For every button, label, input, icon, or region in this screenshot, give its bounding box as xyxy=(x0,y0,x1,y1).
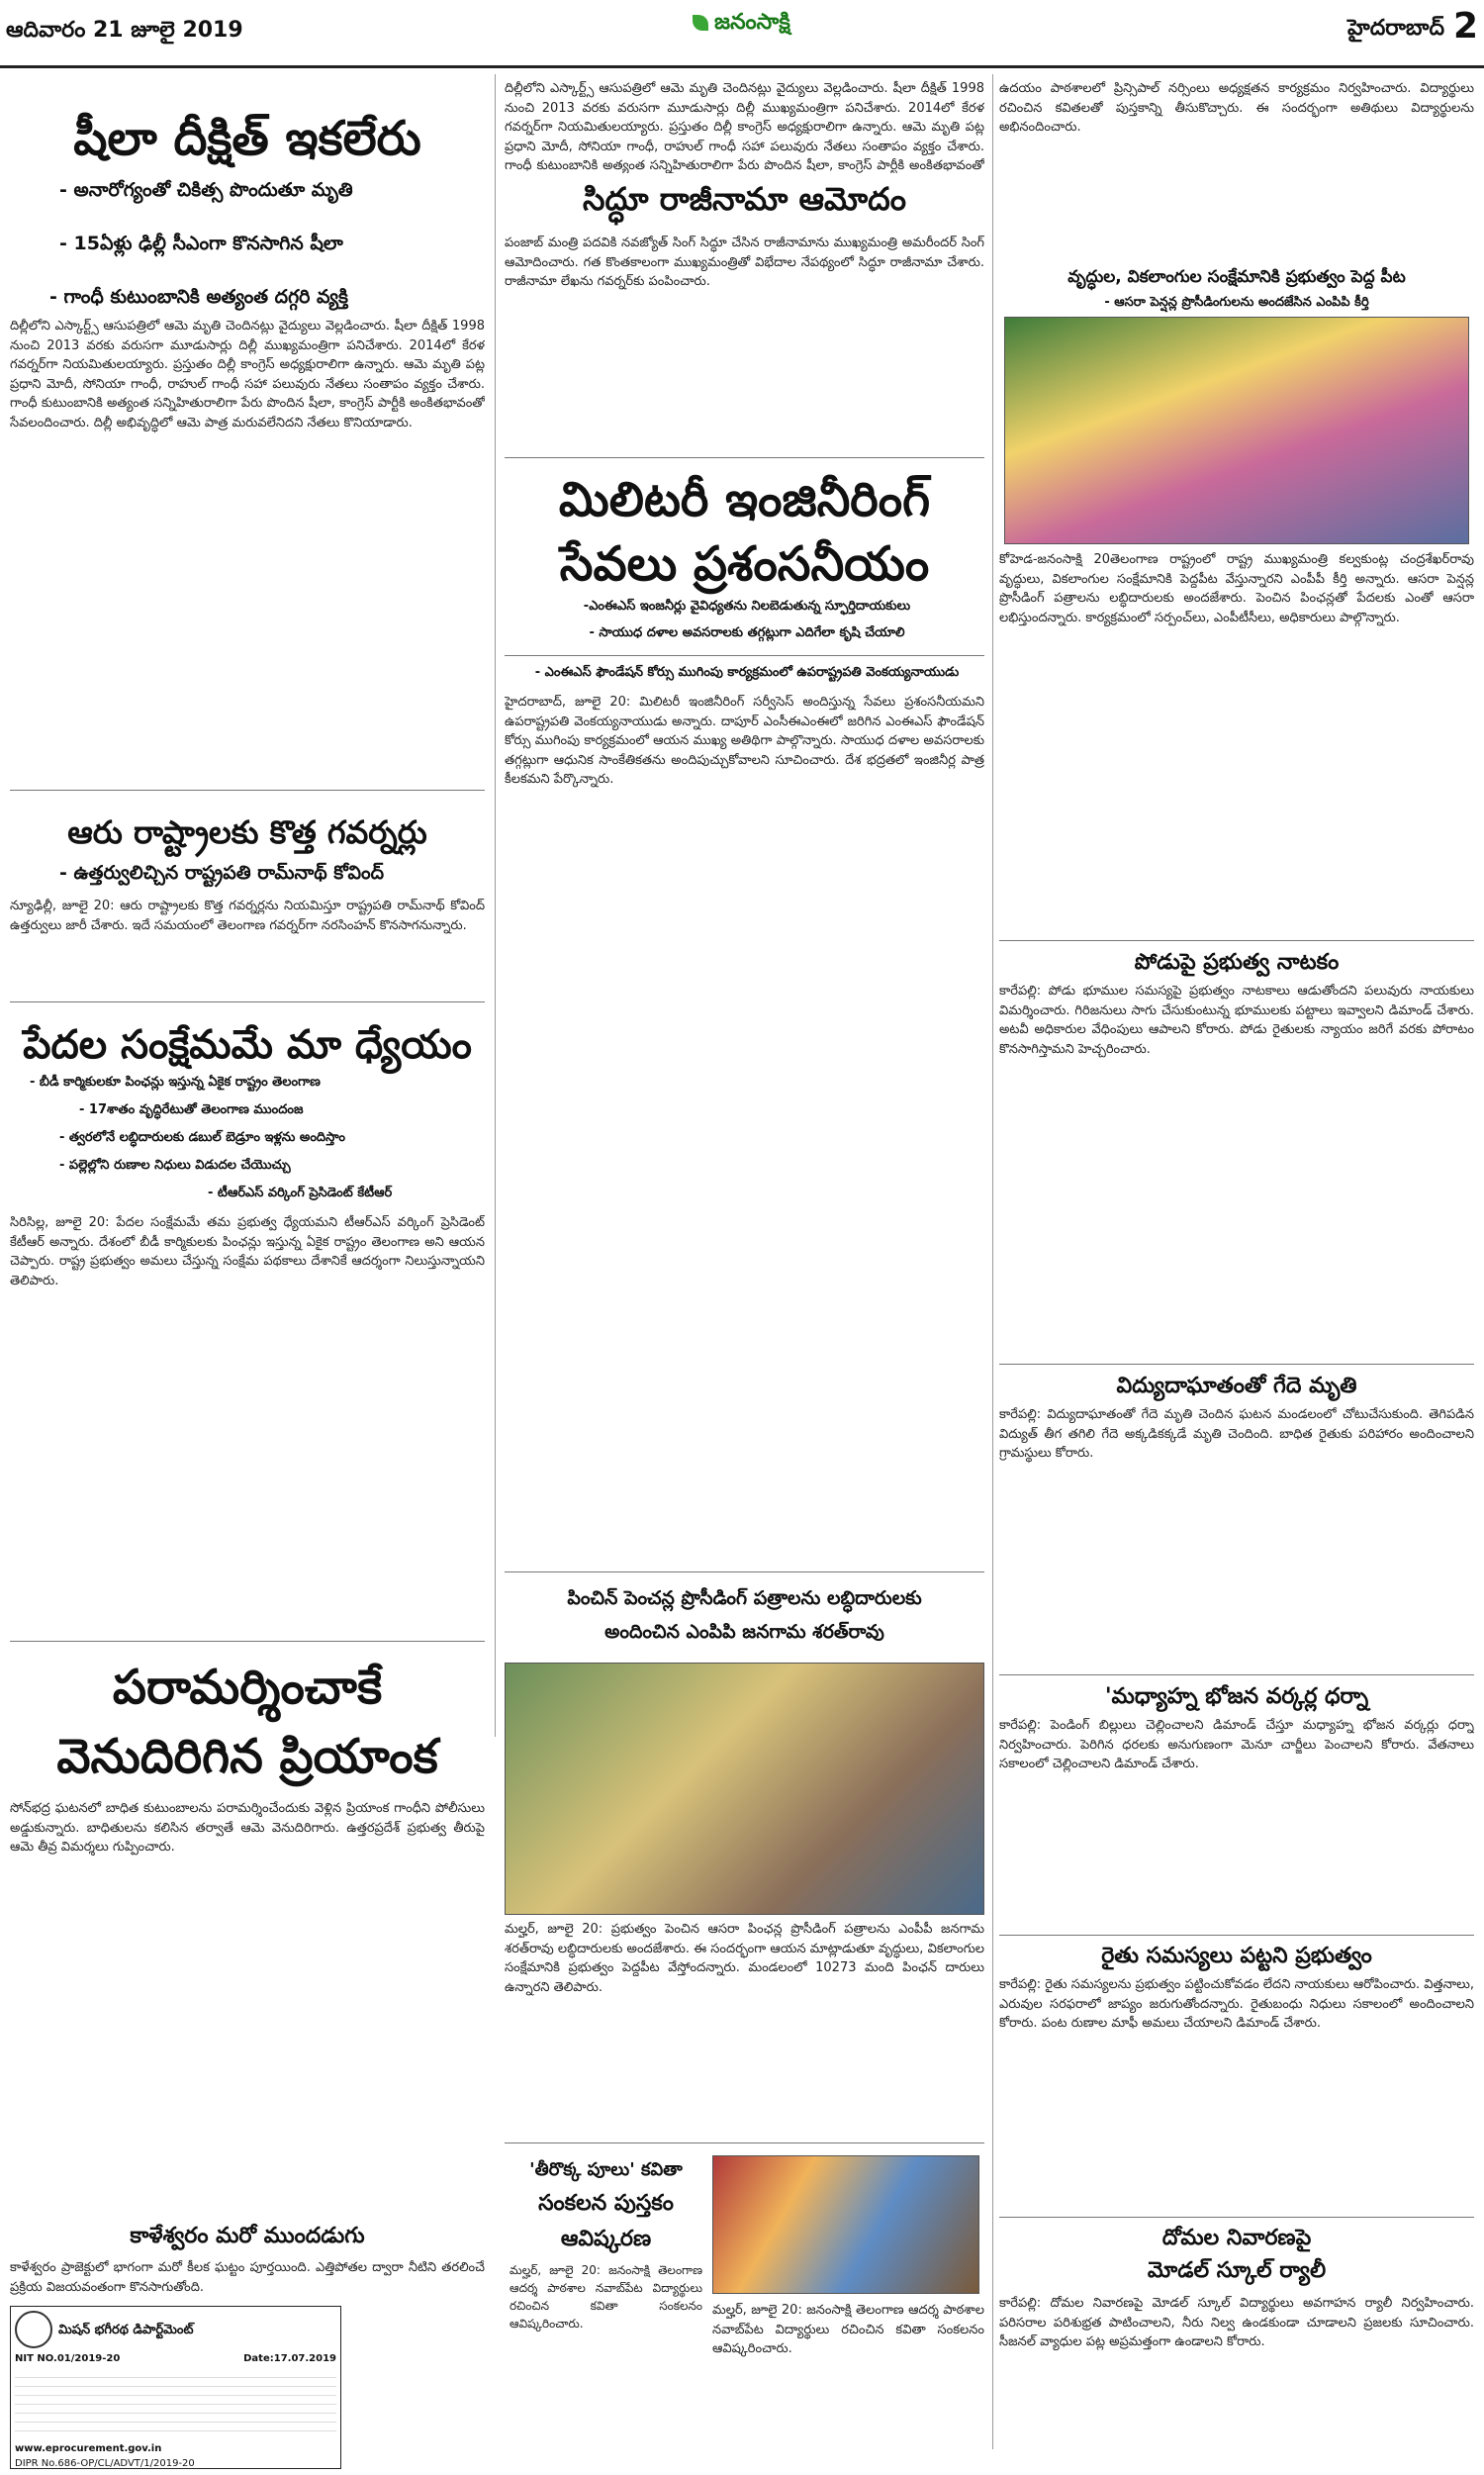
elder-headline: వృద్ధుల, వికలాంగుల సంక్షేమానికి ప్రభుత్వం పెద్ద పీట xyxy=(1067,267,1406,287)
section-rule xyxy=(999,1364,1474,1365)
section-rule xyxy=(505,457,984,458)
tender-ad xyxy=(10,2306,341,2469)
ad-dept: మిషన్‌ భగీరథ డిపార్ట్‌మెంట్‌ xyxy=(58,2322,194,2337)
ad-header xyxy=(15,2311,336,2348)
sheila-continued: దిల్లీలోని ఎస్కార్ట్స్‌ ఆసుపత్రిలో ఆమె మృతి చెందినట్లు వైద్యులు వెల్లడించారు. షీలా దీక్షిత్‌ 1998 నుంచి 2013 వరకు వరుసగా మూడుసార్లు దిల్లీ ముఖ్యమంత్రిగా పనిచేశారు. 2014లో కేరళ గవర్నర్‌గా నియమితులయ్యారు. ప్రస్తుతం దిల్లీ కాంగ్రెస్‌ అధ్యక్షురాలిగా ఉన్నారు. ఆమె మృతి పట్ల ప్రధాని మోదీ, సోనియా గాంధీ, రాహుల్‌ గాంధీ సహా పలువురు నేతలు సంతాపం వ్యక్తం చేశారు. గాంధీ కుటుంబానికి అత్యంత సన్నిహితురాలిగా పేరు పొందిన షీలా, కాంగ్రెస్‌ పార్టీకి అంకితభావంతో xyxy=(505,81,984,173)
paper-name: జనంసాక్షి xyxy=(714,10,790,35)
governors-body: న్యూఢిల్లీ, జూలై 20: ఆరు రాష్ట్రాలకు కొత్త గవర్నర్లను నియమిస్తూ రాష్ట్రపతి రామ్‌నాథ్‌ కోవింద్‌ ఉత్తర్వులు జారీ చేశారు. ఇదే సమయంలో తెలంగాణ గవర్నర్‌గా నరసింహన్‌ కొనసాగనున్నారు. xyxy=(10,899,485,933)
pension-headline1: పించిన్‌ పెంచన్ల ప్రొసీడింగ్‌ పత్రాలను లబ్ధిదారులకు xyxy=(567,1587,922,1609)
sheila-headline: షీలా దీక్షిత్‌ ఇకలేరు xyxy=(73,111,421,166)
section-rule xyxy=(505,655,984,656)
mosquito-body: కారేపల్లి: దోమల నివారణపై మోడల్‌ స్కూల్‌ విద్యార్థులు అవగాహన ర్యాలీ నిర్వహించారు. పరిసరాల పరిశుభ్రత పాటించాలని, నీరు నిల్వ ఉండకుండా చూడాలని ప్రజలకు సూచించారు. సీజనల్‌ వ్యాధుల పట్ల అప్రమత్తంగా ఉండాలని కోరారు. xyxy=(999,2296,1474,2349)
governors-headline: ఆరు రాష్ట్రాలకు కొత్త గవర్నర్లు xyxy=(67,813,427,851)
military-body: హైదరాబాద్‌, జూలై 20: మిలిటరీ ఇంజినీరింగ్‌ సర్వీసెస్‌ అందిస్తున్న సేవలు ప్రశంసనీయమని ఉపరాష్ట్రపతి వెంకయ్యనాయుడు అన్నారు. దాపూర్‌ ఎంసీఈఎంఈలో జరిగిన ఎంఈఎస్‌ ఫౌండేషన్‌ కోర్సు ముగింపు కార్యక్రమంలో ఆయన ముఖ్య అతిథిగా పాల్గొన్నారు. సాయుధ దళాల అవసరాలకు తగ్గట్లుగా ఆధునిక సాంకేతికతను అందిపుచ్చుకోవాలని సూచించారు. దేశ భద్రతలో ఇంజినీర్ల పాత్ర కీలకమని పేర్కొన్నారు. xyxy=(505,695,984,787)
sheila-sub1: - అనారోగ్యంతో చికిత్స పొందుతూ మృతి xyxy=(59,179,353,201)
section-rule xyxy=(999,1674,1474,1675)
page-number: 2 xyxy=(1452,6,1478,47)
sheila-body: దిల్లీలోని ఎస్కార్ట్స్‌ ఆసుపత్రిలో ఆమె మృతి చెందినట్లు వైద్యులు వెల్లడించారు. షీలా దీక్షిత్‌ 1998 నుంచి 2013 వరకు వరుసగా మూడుసార్లు దిల్లీ ముఖ్యమంత్రిగా పనిచేశారు. 2014లో కేరళ గవర్నర్‌గా నియమితులయ్యారు. ప్రస్తుతం దిల్లీ కాంగ్రెస్‌ అధ్యక్షురాలిగా ఉన్నారు. ఆమె మృతి పట్ల ప్రధాని మోదీ, సోనియా గాంధీ, రాహుల్‌ గాంధీ సహా పలువురు నేతలు సంతాపం వ్యక్తం చేశారు. గాంధీ కుటుంబానికి అత్యంత సన్నిహితురాలిగా పేరు పొందిన షీలా, కాంగ్రెస్‌ పార్టీకి అంకితభావంతో సేవలందించారు. దిల్లీ అభివృద్ధిలో ఆమె పాత్ర మరువలేనిదని నేతలు కొనియాడారు. xyxy=(10,319,485,430)
ad-fine-print xyxy=(15,2369,336,2438)
priyanka-headline1: పరామర్శించాకే xyxy=(112,1660,383,1715)
section-rule xyxy=(10,1001,485,1002)
governors-sub: - ఉత్తర్వులిచ్చిన రాష్ట్రపతి రామ్‌నాథ్‌ కోవింద్‌ xyxy=(59,862,385,884)
section-rule xyxy=(505,2142,984,2143)
farm-body: కారేపల్లి: రైతు సమస్యలను ప్రభుత్వం పట్టించుకోవడం లేదని నాయకులు ఆరోపించారు. విత్తనాలు, ఎరువుల సరఫరాలో జాప్యం జరుగుతోందన్నారు. రైతుబంధు నిధులు సకాలంలో అందించాలని కోరారు. పంట రుణాల మాఫీ అమలు చేయాలని డిమాండ్‌ చేశారు. xyxy=(999,1977,1474,2031)
poetry-headline3: ఆవిష్కరణ xyxy=(560,2227,652,2251)
welfare-sub1: - బీడీ కార్మికులకూ పింఛన్లు ఇస్తున్న ఏకైక రాష్ట్రం తెలంగాణ xyxy=(30,1075,321,1090)
welfare-body: సిరిసిల్ల, జూలై 20: పేదల సంక్షేమమే తమ ప్రభుత్వ ధ్యేయమని టీఆర్‌ఎస్‌ వర్కింగ్‌ ప్రెసిడెంట్‌ కేటీఆర్‌ అన్నారు. దేశంలో బీడీ కార్మికులకు పింఛన్లు ఇస్తున్న ఏకైక రాష్ట్రం తెలంగాణ అని ఆయన చెప్పారు. రాష్ట్ర ప్రభుత్వం అమలు చేస్తున్న సంక్షేమ పథకాలు దేశానికే ఆదర్శంగా నిలుస్తున్నాయని తెలిపారు. xyxy=(10,1215,485,1288)
section-rule xyxy=(999,1935,1474,1936)
section-rule xyxy=(10,1641,485,1642)
sheila-sub2: - 15ఏళ్లు ఢిల్లీ సీఎంగా కొనసాగిన షీలా xyxy=(59,233,343,254)
military-sub2: - సాయుధ దళాల అవసరాలకు తగ్గట్లుగా ఎదిగేలా కృషి చేయాలి xyxy=(589,625,905,640)
podu-headline: పోడుపై ప్రభుత్వ నాటకం xyxy=(1134,950,1340,975)
farm-headline: రైతు సమస్యలు పట్టని ప్రభుత్వం xyxy=(1101,1944,1372,1968)
welfare-sub2: - 17శాతం వృద్ధిరేటుతో తెలంగాణ ముందంజ xyxy=(79,1102,304,1117)
emblem-icon xyxy=(15,2311,52,2348)
edition-city: హైదరాబాద్ xyxy=(1347,16,1444,41)
poetry-body: మల్హర్‌, జూలై 20: జనంసాక్షి తెలంగాణ ఆదర్శ పాఠశాల నవాబ్‌పేట విద్యార్థులు రచించిన కవితా సంకలనం ఆవిష్కరించారు. xyxy=(510,2263,702,2331)
leaf-icon xyxy=(693,15,708,31)
pension-photo xyxy=(505,1663,984,1915)
siddu-headline: సిద్ధూ రాజీనామా ఆమోదం xyxy=(583,180,906,218)
column-divider xyxy=(495,74,496,1737)
poetry-headline1: 'తీరొక్క పూలు' కవితా xyxy=(529,2159,683,2180)
section-rule xyxy=(10,790,485,791)
elder-photo xyxy=(1004,317,1469,544)
paper-logo xyxy=(693,10,790,40)
ad-website: www.eprocurement.gov.in xyxy=(15,2443,162,2454)
poetry-photo xyxy=(712,2155,979,2294)
ad-dipr: DIPR No.686-OP/CL/ADVT/1/2019-20 xyxy=(15,2458,195,2469)
section-rule xyxy=(505,1571,984,1572)
mosquito-headline1: దోమల నివారణపై xyxy=(1161,2226,1312,2250)
welfare-headline: పేదల సంక్షేమమే మా ధ్యేయం xyxy=(23,1022,472,1068)
section-rule xyxy=(999,2217,1474,2218)
pension-body: మల్హర్‌, జూలై 20: ప్రభుత్వం పెంచిన ఆసరా పింఛన్ల ప్రొసీడింగ్‌ పత్రాలను ఎంపీపీ జనగామ శరత్‌రావు లబ్ధిదారులకు అందజేశారు. ఈ సందర్భంగా ఆయన మాట్లాడుతూ వృద్ధులు, వికలాంగుల సంక్షేమానికి ప్రభుత్వం పెద్దపీట వేస్తోందన్నారు. మండలంలో 10273 మంది పింఛన్‌ దారులు ఉన్నారని తెలిపారు. xyxy=(505,1922,984,1995)
pension-headline2: అందించిన ఎంపిపి జనగామ శరత్‌రావు xyxy=(604,1621,884,1643)
ad-date: Date:17.07.2019 xyxy=(243,2353,336,2364)
military-sub3: - ఎంఈఎస్‌ ఫౌండేషన్‌ కోర్సు ముగింపు కార్యక్రమంలో ఉపరాష్ట్రపతి వెంకయ్యనాయుడు xyxy=(534,665,960,680)
issue-date: ఆదివారం 21 జూలై 2019 xyxy=(6,18,243,43)
siddu-body: పంజాబ్‌ మంత్రి పదవికి నవజ్యోత్‌ సింగ్‌ సిద్ధూ చేసిన రాజీనామాను ముఖ్యమంత్రి అమరీందర్‌ సింగ్‌ ఆమోదించారు. గత కొంతకాలంగా ముఖ్యమంత్రితో విభేదాల నేపథ్యంలో సిద్ధూ రాజీనామా చేశారు. రాజీనామా లేఖను గవర్నర్‌కు పంపించారు. xyxy=(505,236,984,289)
priyanka-body: సోన్‌భద్ర ఘటనలో బాధిత కుటుంబాలను పరామర్శించేందుకు వెళ్లిన ప్రియాంక గాంధీని పోలీసులు అడ్డుకున్నారు. బాధితులను కలిసిన తర్వాతే ఆమె వెనుదిరిగారు. ఉత్తరప్రదేశ్‌ ప్రభుత్వ తీరుపై ఆమె తీవ్ర విమర్శలు గుప్పించారు. xyxy=(10,1801,485,1855)
shock-headline: విద్యుదాఘాతంతో గేదె మృతి xyxy=(1116,1374,1357,1398)
ad-nit: NIT NO.01/2019-20 xyxy=(15,2353,121,2364)
elder-body: కోహెడ-జనంసాక్షి 20తెలంగాణ రాష్ట్రంలో రాష్ట్ర ముఖ్యమంత్రి కల్వకుంట్ల చంద్రశేఖర్‌రావు వృద్ధులు, వికలాంగుల సంక్షేమానికి పెద్దపీట వేస్తున్నారని ఎంపీపీ కీర్తి అన్నారు. ఆసరా పెన్షన్ల ప్రొసీడింగ్‌ పత్రాలను లబ్ధిదారులకు అందజేశారు. పెంచిన పింఛన్లతో పేదలకు ఎంతో ఆసరా లభిస్తుందన్నారు. కార్యక్రమంలో సర్పంచ్‌లు, ఎంపీటీసీలు, అధికారులు పాల్గొన్నారు. xyxy=(999,552,1474,625)
mosquito-headline2: మోడల్‌ స్కూల్‌ ర్యాలీ xyxy=(1147,2258,1327,2283)
military-sub1: -ఎంఈఎస్‌ ఇంజనీర్లు వైవిధ్యతను నిలబెడుతున్న స్ఫూర్తిదాయకులు xyxy=(583,599,911,614)
poetry-body-cont: మల్హర్‌, జూలై 20: జనంసాక్షి తెలంగాణ ఆదర్శ పాఠశాల నవాబ్‌పేట విద్యార్థులు రచించిన కవితా సంకలనం ఆవిష్కరించారు. xyxy=(712,2303,984,2356)
priyanka-headline2: వెనుదిరిగిన ప్రియాంక xyxy=(56,1729,438,1784)
podu-body: కారేపల్లి: పోడు భూముల సమస్యపై ప్రభుత్వం నాటకాలు ఆడుతోందని పలువురు నాయకులు విమర్శించారు. గిరిజనులు సాగు చేసుకుంటున్న భూములకు పట్టాలు ఇవ్వాలని డిమాండ్‌ చేశారు. అటవీ అధికారుల వేధింపులు ఆపాలని కోరారు. పోడు రైతులకు న్యాయం జరిగే వరకు పోరాటం కొనసాగిస్తామని హెచ్చరించారు. xyxy=(999,984,1474,1057)
elder-byline: - ఆసరా పెన్షన్ల ప్రొసీడింగులను అందజేసిన ఎంపిపి కీర్తి xyxy=(1104,295,1369,310)
welfare-sub4: - పల్లెల్లోని రుణాల నిధులు విడుదల చేయొచ్చు xyxy=(59,1158,291,1173)
meal-body: కారేపల్లి: పెండింగ్‌ బిల్లులు చెల్లించాలని డిమాండ్‌ చేస్తూ మధ్యాహ్న భోజన వర్కర్లు ధర్నా నిర్వహించారు. పెరిగిన ధరలకు అనుగుణంగా మెనూ చార్జీలు పెంచాలని కోరారు. వేతనాలు సకాలంలో చెల్లించాలని డిమాండ్‌ చేశారు. xyxy=(999,1718,1474,1771)
poetry-headline2: సంకలన పుస్తకం xyxy=(538,2191,674,2216)
masthead-rule xyxy=(0,65,1484,68)
ad-meta xyxy=(15,2352,336,2365)
column-divider xyxy=(992,74,993,2449)
meal-headline: 'మధ్యాహ్న భోజన వర్కర్ల ధర్నా xyxy=(1104,1684,1369,1709)
section-rule xyxy=(999,940,1474,941)
kaleshwaram-body: కాళేశ్వరం ప్రాజెక్టులో భాగంగా మరో కీలక ఘట్టం పూర్తయింది. ఎత్తిపోతల ద్వారా నీటిని తరలించే ప్రక్రియ విజయవంతంగా కొనసాగుతోంది. xyxy=(10,2260,485,2295)
welfare-sub3: - త్వరలోనే లబ్ధిదారులకు డబుల్‌ బెడ్రూం ఇళ్లను అందిస్తాం xyxy=(59,1130,345,1145)
right-intro: ఉదయం పాఠశాలలో ప్రిన్సిపాల్‌ నర్సింలు అధ్యక్షతన కార్యక్రమం నిర్వహించారు. విద్యార్థులు రచించిన కవితలతో పుస్తకాన్ని తీసుకొచ్చారు. ఈ సందర్భంగా అతిథులు విద్యార్థులను అభినందించారు. xyxy=(999,81,1474,135)
kaleshwaram-headline: కాళేశ్వరం మరో ముందడుగు xyxy=(130,2224,365,2248)
shock-body: కారేపల్లి: విద్యుదాఘాతంతో గేదె మృతి చెందిన ఘటన మండలంలో చోటుచేసుకుంది. తెగిపడిన విద్యుత్‌ తీగ తగిలి గేదె అక్కడికక్కడే మృతి చెందింది. బాధిత రైతుకు పరిహారం అందించాలని గ్రామస్థులు కోరారు. xyxy=(999,1407,1474,1461)
welfare-sub5: - టీఆర్‌ఎస్‌ వర్కింగ్‌ ప్రెసిడెంట్‌ కేటీఆర్‌ xyxy=(208,1186,393,1200)
sheila-sub3: - గాంధీ కుటుంబానికి అత్యంత దగ్గరి వ్యక్తి xyxy=(49,286,348,308)
masthead xyxy=(0,0,1484,71)
military-headline2: సేవలు ప్రశంసనీయం xyxy=(559,536,930,592)
military-headline1: మిలిటరీ ఇంజినీరింగ్‌ xyxy=(558,472,931,527)
